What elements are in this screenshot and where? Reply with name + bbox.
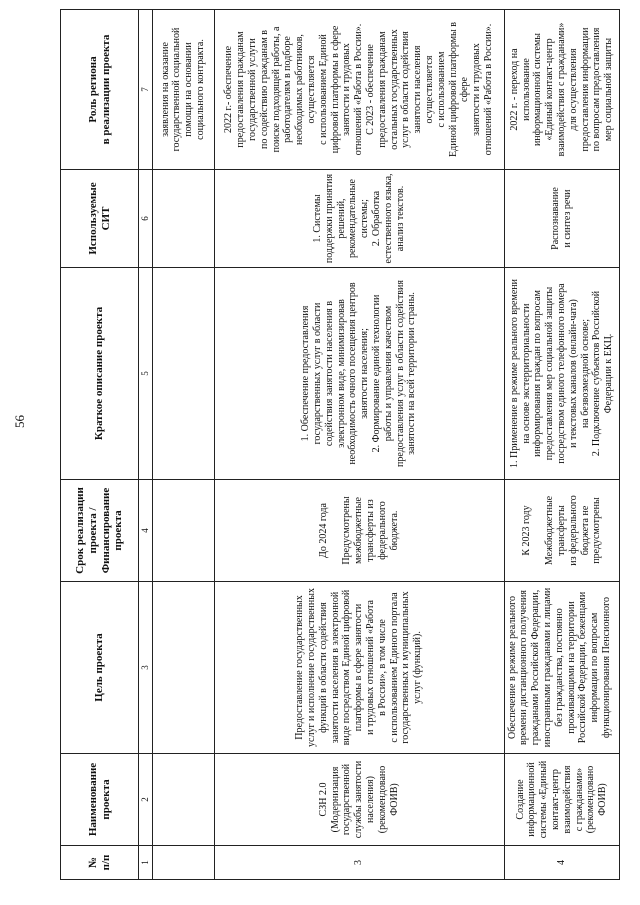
header-project-goal: Цель проекта bbox=[61, 582, 139, 754]
column-number: 1 bbox=[139, 846, 153, 880]
project-sit: Распознавание и синтез речи bbox=[504, 170, 619, 268]
column-number: 7 bbox=[139, 10, 153, 170]
column-number: 6 bbox=[139, 170, 153, 268]
page-number: 56 bbox=[12, 415, 27, 428]
header-term-financing: Срок реализации проекта / Финансирование проекта bbox=[61, 480, 139, 582]
column-number: 3 bbox=[139, 582, 153, 754]
row-number bbox=[152, 846, 214, 880]
project-description: 1. Обеспечение предоставления государственных услуг в области содействия занятости населения в электронном виде, минимизировав необходимость очного посещения центров занятости населения; 2. Формирование единой технологии работы и управления качеством предоставления услуг в области содействия занятости на всей территории страны. bbox=[214, 268, 504, 480]
projects-table bbox=[60, 9, 620, 880]
project-goal: Обеспечение в режиме реального времени дистанционного получения гражданами Российской Федерации, иностранными гражданами и лицами без гражданства, постоянно проживающими на территории Российской Федерации, беженцами информации по вопросам функционирования Пенсионного bbox=[504, 582, 619, 754]
header-sit: Используемые СИТ bbox=[61, 170, 139, 268]
project-name bbox=[152, 754, 214, 846]
project-sit bbox=[152, 170, 214, 268]
project-name: СЗН 2.0 (Модернизация государственной службы занятости населения) (рекомендовано ФОИВ) bbox=[214, 754, 504, 846]
project-term bbox=[152, 480, 214, 582]
project-description: 1. Применение в режиме реального времени на основе экстерриториальности информирования граждан по вопросам предоставления мер социальной защиты посредством единого телефонного номера и текстовых каналов (онлайн-чата) на безвозмездной основе; 2. Подключение субъектов Российской Федерации к ЕКЦ. bbox=[504, 268, 619, 480]
header-row bbox=[61, 10, 139, 880]
column-number-row bbox=[139, 10, 153, 880]
rotated-table-container bbox=[60, 10, 620, 880]
column-number: 2 bbox=[139, 754, 153, 846]
table-row bbox=[214, 10, 504, 880]
region-role: заявления на оказание государственной социальной помощи на основании социального контракта. bbox=[152, 10, 214, 170]
project-goal: Предоставление государственных услуг и исполнение государственных функций в области содействия занятости населения в электронной виде посредством Единой цифровой платформы в сфере занятости и трудовых отношений «Работа в России», в том числе с использованием Единого портала государственных и муниципальных услуг (функций). bbox=[214, 582, 504, 754]
project-term: До 2024 года Предусмотрены межбюджетные трансферты из федерального бюджета. bbox=[214, 480, 504, 582]
table-row bbox=[504, 10, 619, 880]
header-region-role: Роль региона в реализации проекта bbox=[61, 10, 139, 170]
column-number: 5 bbox=[139, 268, 153, 480]
region-role: 2022 г. - переход на использование информационной системы «Единый контакт-центр взаимодействия с гражданами» для осуществления предоставления информации по вопросам предоставления мер социальной защиты bbox=[504, 10, 619, 170]
header-project-name: Наименование проекта bbox=[61, 754, 139, 846]
row-number: 4 bbox=[504, 846, 619, 880]
project-description bbox=[152, 268, 214, 480]
column-number: 4 bbox=[139, 480, 153, 582]
row-number: 3 bbox=[214, 846, 504, 880]
region-role: 2022 г.- обеспечение предоставления гражданам государственной услуги по содействию гражданам в поиске подходящей работы, а работодателям в подборе необходимых работников, осуществляется с использованием Единой цифровой платформы в сфере занятости и трудовых отношений «Работа в России». С 2023 - обеспечение предоставления гражданам остальных государственных услуг в области содействия занятости населения осуществляется с использованием Единой цифровой платформы в сфере занятости и трудовых отношений «Работа в России». bbox=[214, 10, 504, 170]
project-name: Создание информационной системы «Единый контакт-центр взаимодействия с гражданами» (рекомендовано ФОИВ) bbox=[504, 754, 619, 846]
header-number: № п/п bbox=[61, 846, 139, 880]
project-term: К 2023 году Межбюджетные трансферты из федерального бюджета не предусмотрены bbox=[504, 480, 619, 582]
project-sit: 1. Системы поддержки принятия решений, рекомендательные системы; 2. Обработка естественного языка, анализ текстов. bbox=[214, 170, 504, 268]
header-description: Краткое описание проекта bbox=[61, 268, 139, 480]
table-row bbox=[152, 10, 214, 880]
project-goal bbox=[152, 582, 214, 754]
